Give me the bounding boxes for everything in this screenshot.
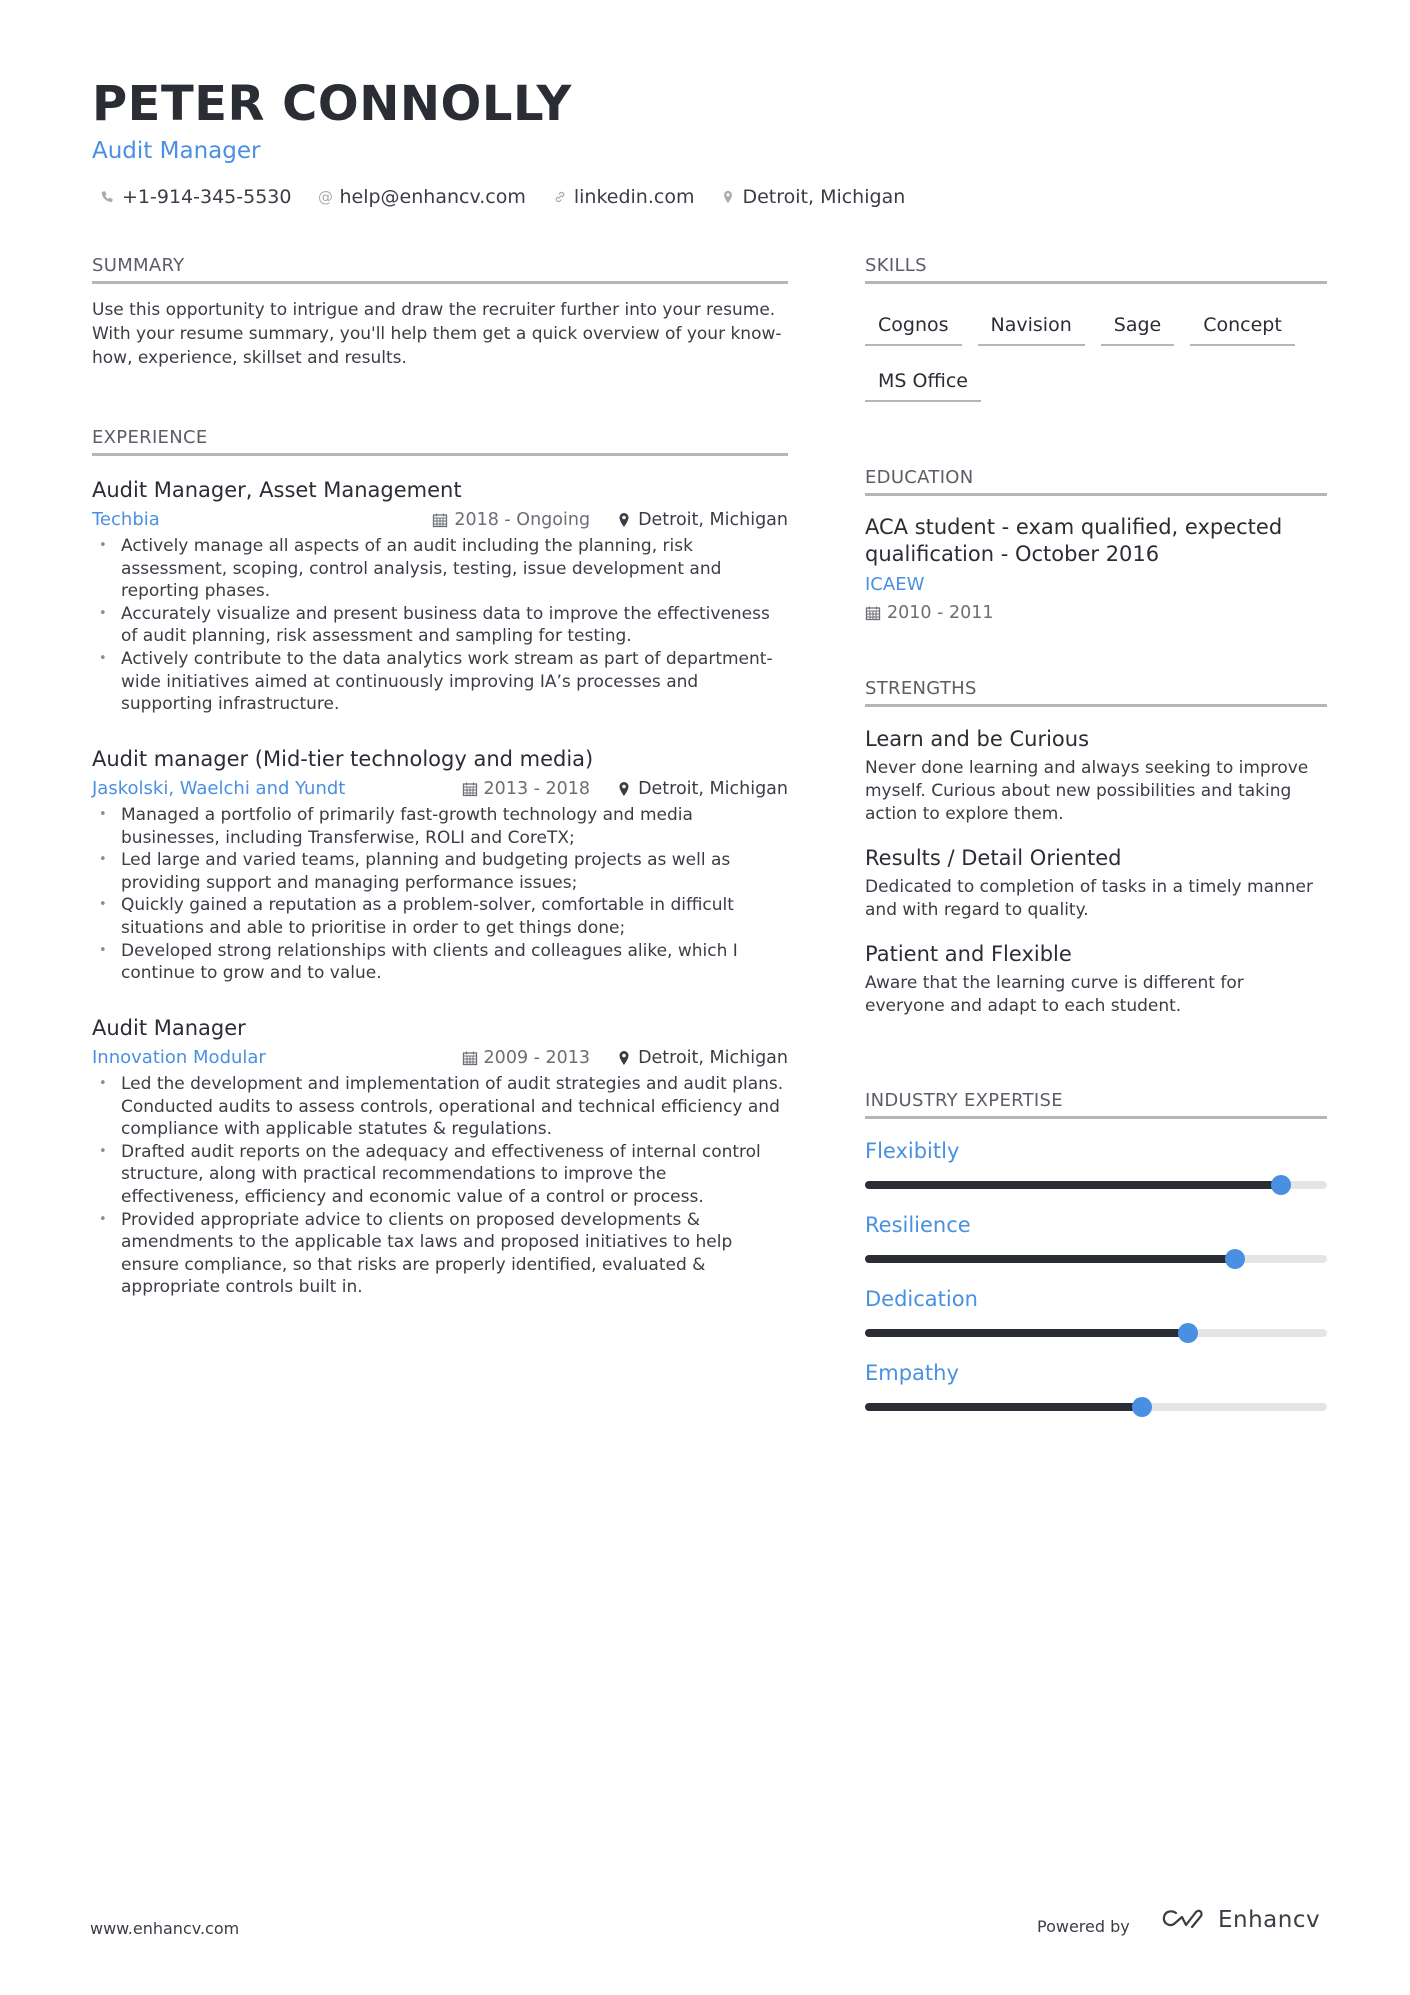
expertise-item — [865, 1359, 1327, 1411]
link-icon — [552, 190, 568, 204]
skill-tag: Sage — [1101, 310, 1174, 346]
candidate-name: PETER CONNOLLY — [92, 76, 572, 132]
phone-icon — [100, 190, 116, 204]
section-divider — [865, 704, 1327, 707]
bullet-item: • Led large and varied teams, planning and budgeting projects as well as providing support and managing performance issues; — [92, 849, 788, 894]
section-divider — [865, 1116, 1327, 1119]
footer-powered-by: Powered by — [1037, 1917, 1130, 1936]
job-company[interactable]: Techbia — [92, 509, 160, 530]
strength-title: Learn and be Curious — [865, 727, 1090, 751]
calendar-icon — [432, 512, 448, 528]
footer-website-link[interactable]: www.enhancv.com — [90, 1919, 240, 1938]
expertise-bar-fill — [865, 1181, 1281, 1189]
strength-item — [865, 844, 1327, 922]
contact-phone[interactable] — [100, 184, 291, 210]
expertise-heading: INDUSTRY EXPERTISE — [865, 1090, 1063, 1111]
skill-tag: Navision — [978, 310, 1085, 346]
expertise-bar — [865, 1181, 1327, 1189]
expertise-bar — [865, 1255, 1327, 1263]
job-entry — [92, 745, 788, 985]
expertise-label: Flexibitly — [865, 1139, 960, 1163]
summary-section — [92, 254, 788, 370]
expertise-item — [865, 1137, 1327, 1189]
skill-tag: MS Office — [865, 366, 981, 402]
expertise-label: Resilience — [865, 1213, 971, 1237]
job-dates: 2013 - 2018 — [462, 776, 591, 802]
location-pin-icon — [720, 190, 736, 204]
bullet-item: • Managed a portfolio of primarily fast-growth technology and media businesses, including Transferwise, ROLI and CoreTX; — [92, 804, 788, 849]
expertise-label: Empathy — [865, 1361, 959, 1385]
job-company[interactable]: Innovation Modular — [92, 1047, 266, 1068]
expertise-bar — [865, 1403, 1327, 1411]
strength-description: Never done learning and always seeking to improve myself. Curious about new possibilities and taking action to explore them. — [865, 758, 1309, 824]
skills-list — [865, 310, 1327, 402]
expertise-bar-knob — [1225, 1249, 1245, 1269]
job-company[interactable]: Jaskolski, Waelchi and Yundt — [92, 778, 346, 799]
expertise-label: Dedication — [865, 1287, 978, 1311]
email-text: help@enhancv.com — [339, 186, 526, 208]
experience-section — [92, 426, 788, 456]
expertise-item — [865, 1211, 1327, 1263]
footer-brand-logo[interactable] — [1160, 1907, 1320, 1933]
expertise-bar — [865, 1329, 1327, 1337]
bullet-item: • Accurately visualize and present business data to improve the effectiveness of audit planning, risk assessment and sampling for testing. — [92, 603, 788, 648]
strength-item — [865, 725, 1327, 826]
job-location: Detroit, Michigan — [616, 1045, 788, 1071]
contact-row — [100, 184, 905, 210]
education-heading: EDUCATION — [865, 467, 974, 488]
expertise-bar-fill — [865, 1255, 1235, 1263]
job-location: Detroit, Michigan — [616, 507, 788, 533]
location-pin-icon — [616, 1050, 632, 1066]
calendar-icon — [865, 605, 881, 621]
candidate-title: Audit Manager — [92, 138, 261, 164]
section-divider — [865, 493, 1327, 496]
at-icon: @ — [317, 188, 333, 206]
bullet-item: • Actively contribute to the data analytics work stream as part of department-wide initiatives aimed at continuously improving IA’s processes and supporting infrastructure. — [92, 648, 788, 716]
section-divider — [92, 453, 788, 456]
section-divider — [92, 281, 788, 284]
strengths-section — [865, 677, 1327, 1018]
phone-text: +1-914-345-5530 — [122, 186, 292, 208]
job-bullets — [92, 804, 788, 985]
job-dates: 2018 - Ongoing — [432, 507, 590, 533]
strength-title: Patient and Flexible — [865, 942, 1072, 966]
strength-item — [865, 940, 1327, 1018]
location-pin-icon — [616, 512, 632, 528]
job-title: Audit Manager, Asset Management — [92, 478, 462, 502]
bullet-item: • Actively manage all aspects of an audit including the planning, risk assessment, scoping, control analysis, testing, issue development and reporting phases. — [92, 535, 788, 603]
bullet-item: • Developed strong relationships with clients and colleagues alike, which I continue to grow and to value. — [92, 940, 788, 985]
skill-tag: Concept — [1190, 310, 1295, 346]
bullet-item: • Led the development and implementation of audit strategies and audit plans. Conducted audits to assess controls, operational and technical efficiency and compliance with applicable statutes & regulations. — [92, 1073, 788, 1141]
calendar-icon — [462, 1050, 478, 1066]
expertise-bar-knob — [1271, 1175, 1291, 1195]
location-pin-icon — [616, 781, 632, 797]
bullet-item: • Provided appropriate advice to clients on proposed developments & amendments to the applicable tax laws and proposed initiatives to help ensure compliance, so that risks are properly identified, evaluated & appropriate controls built in. — [92, 1209, 788, 1299]
expertise-bar-knob — [1178, 1323, 1198, 1343]
education-school[interactable]: ICAEW — [865, 574, 925, 595]
job-dates: 2009 - 2013 — [462, 1045, 591, 1071]
skills-section — [865, 254, 1327, 402]
expertise-bar-fill — [865, 1403, 1142, 1411]
brand-name: Enhancv — [1218, 1907, 1321, 1933]
job-entry — [92, 1014, 788, 1299]
education-degree: ACA student - exam qualified, expected qualification - October 2016 — [865, 515, 1283, 566]
expertise-section — [865, 1089, 1327, 1411]
contact-email[interactable] — [317, 184, 525, 210]
job-title: Audit Manager — [92, 1016, 246, 1040]
bullet-item: • Drafted audit reports on the adequacy and effectiveness of internal control structure, along with practical recommendations to improve the effectiveness, efficiency and economic value of a control or process. — [92, 1141, 788, 1209]
job-entry — [92, 476, 788, 716]
contact-linkedin[interactable] — [552, 184, 695, 210]
strength-description: Aware that the learning curve is different for everyone and adapt to each student. — [865, 973, 1244, 1016]
section-divider — [865, 281, 1327, 284]
expertise-item — [865, 1285, 1327, 1337]
skill-tag: Cognos — [865, 310, 962, 346]
expertise-bar-fill — [865, 1329, 1188, 1337]
summary-text: Use this opportunity to intrigue and draw the recruiter further into your resume. With your resume summary, you'll help them get a quick overview of your know-how, experience, skillset and results. — [92, 300, 782, 368]
calendar-icon — [462, 781, 478, 797]
strength-description: Dedicated to completion of tasks in a timely manner and with regard to quality. — [865, 877, 1313, 920]
strengths-heading: STRENGTHS — [865, 678, 977, 699]
education-dates: 2010 - 2011 — [865, 600, 1327, 626]
location-text: Detroit, Michigan — [742, 186, 906, 208]
summary-heading: SUMMARY — [92, 255, 185, 276]
experience-heading: EXPERIENCE — [92, 427, 208, 448]
job-title: Audit manager (Mid-tier technology and media) — [92, 747, 594, 771]
education-section — [865, 466, 1327, 626]
contact-location — [720, 184, 905, 210]
job-bullets — [92, 1073, 788, 1299]
job-bullets — [92, 535, 788, 716]
strength-title: Results / Detail Oriented — [865, 846, 1122, 870]
enhancv-logo-icon — [1160, 1907, 1208, 1933]
job-location: Detroit, Michigan — [616, 776, 788, 802]
skills-heading: SKILLS — [865, 255, 927, 276]
bullet-item: • Quickly gained a reputation as a problem-solver, comfortable in difficult situations and able to prioritise in order to get things done; — [92, 894, 788, 939]
expertise-bar-knob — [1132, 1397, 1152, 1417]
linkedin-text: linkedin.com — [573, 186, 695, 208]
